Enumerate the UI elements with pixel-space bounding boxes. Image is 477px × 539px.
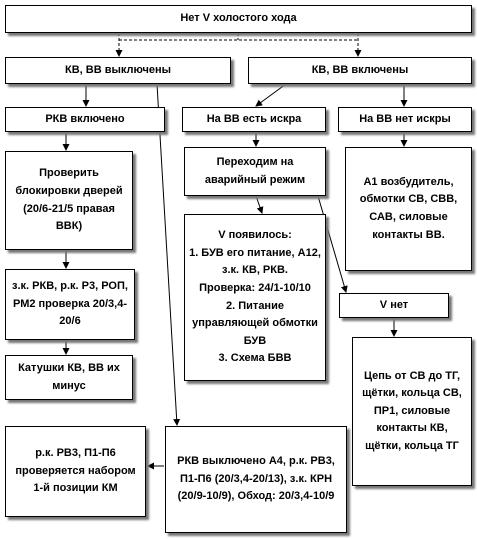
node-a1-exciter: А1 возбудитель, обмотки СВ, СВВ, САВ, силовые контакты ВВ. xyxy=(345,147,472,271)
node-circuit-sv-tg: Цепь от СВ до ТГ, щётки, кольца СВ, ПР1, силовые контакты КВ, щётки, кольца ТГ xyxy=(352,337,472,486)
node-kv-vv-off: КВ, ВВ выключены xyxy=(5,57,231,84)
node-check-contacts: з.к. РКВ, р.к. Р3, РОП, РМ2 проверка 20/3,4-20/6 xyxy=(5,269,135,340)
node-emergency-mode: Переходим на аварийный режим xyxy=(184,147,326,196)
node-kv-vv-on: КВ, ВВ включены xyxy=(248,57,472,84)
node-no-idle-voltage: Нет V холостого хода xyxy=(5,5,472,33)
node-rkv-on: РКВ включено xyxy=(5,107,165,132)
edge-on-to-spark xyxy=(256,84,286,106)
node-v-none: V нет xyxy=(339,293,449,318)
node-check-door-locks: Проверить блокировки дверей (20/6-21/5 правая ВВК) xyxy=(5,151,133,250)
node-vv-no-spark: На ВВ нет искры xyxy=(338,107,472,132)
edge-emergency-to-vappeared xyxy=(256,196,262,213)
edge-off-to-rkv-off xyxy=(157,84,177,425)
node-vv-spark: На ВВ есть искра xyxy=(182,107,326,132)
node-rvz-check: р.к. РВ3, П1-П6 проверяется набором 1-й позиции КМ xyxy=(5,426,146,517)
node-rkv-off-a4: РКВ выключено А4, р.к. РВ3, П1-П6 (20/3,4-20/13), з.к. КРН (20/9-10/9), Обход: 20/3,4-10/9 xyxy=(165,426,347,533)
node-v-appeared: V появилось: 1. БУВ его питание, А12, з.к. КВ, РКВ. Проверка: 24/1-10/10 2. Питание управляющей обмотки БУВ 3. Схема БВВ xyxy=(184,214,326,381)
node-coils-minus: Катушки КВ, ВВ их минус xyxy=(5,355,133,400)
